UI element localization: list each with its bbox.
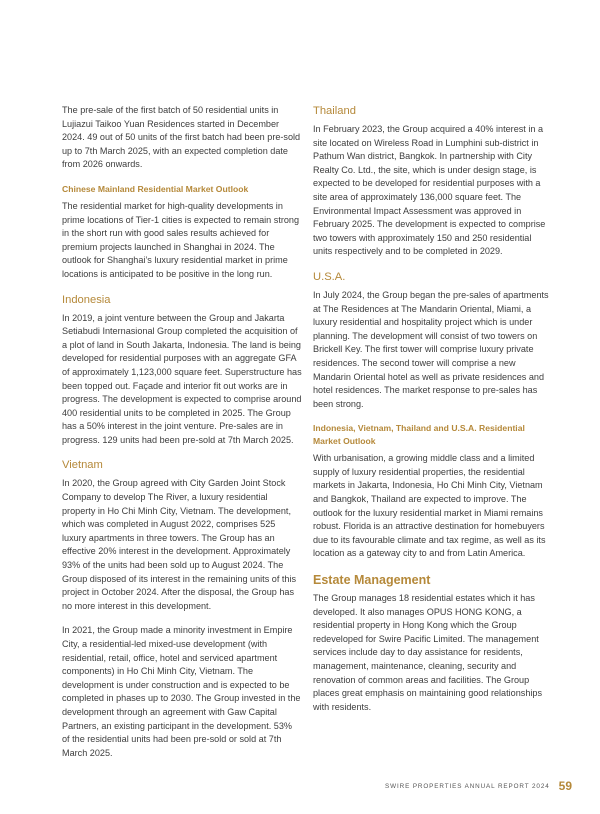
vietnam-paragraph-2: In 2021, the Group made a minority investment in Empire City, a residential-led mixed-use development (with residential, retail, office, hotel and serviced apartment components) in Ho Chi Minh City, Vietnam. The development is under construction and is expected to be completed in phases up to 2030. The Group invested in the development through an agreement with Gaw Capital Partners, an existing participant in the development. 53% of the residential units had been pre-sold or sold at 7th March 2025. bbox=[62, 625, 301, 758]
indonesia-heading: Indonesia bbox=[62, 293, 111, 306]
presale-paragraph: The pre-sale of the first batch of 50 residential units in Lujiazui Taikoo Yuan Residences started in December 2024. 49 out of 50 units of the first batch had been pre-sold up to 7th March 2025, with an expected completion date from 2026 onwards. bbox=[62, 105, 301, 170]
regional-outlook-paragraph: With urbanisation, a growing middle class and a limited supply of luxury residential properties, the residential markets in Jakarta, Indonesia, Ho Chi Minh City, Vietnam and Bangkok, Thailand are expected to improve. The outlook for the luxury residential market in Miami remains robust. Florida is an attractive destination for homebuyers due to its favourable climate and tax regime, as well as its location as a gateway city to and from Latin America. bbox=[313, 453, 546, 559]
usa-heading: U.S.A. bbox=[313, 270, 346, 283]
chinese-mainland-outlook-heading: Chinese Mainland Residential Market Outlook bbox=[62, 183, 249, 194]
right-column bbox=[313, 104, 553, 714]
vietnam-heading: Vietnam bbox=[62, 459, 103, 472]
chinese-mainland-outlook-paragraph: The residential market for high-quality developments in prime locations of Tier-1 cities is expected to remain strong in the short run with good sales results achieved for premium projects launched in Shanghai in 2024. The outlook for Shanghai’s luxury residential market in prime locations is anticipated to be positive in the long run. bbox=[62, 200, 300, 279]
left-column bbox=[62, 104, 302, 760]
page-number: 59 bbox=[558, 779, 572, 793]
regional-outlook-heading: Indonesia, Vietnam, Thailand and U.S.A. Residential Market Outlook bbox=[313, 423, 525, 447]
thailand-paragraph: In February 2023, the Group acquired a 40% interest in a site located on Wireless Road in Lumphini sub-district in Pathum Wan district, Bangkok. In partnership with City Realty Co. Ltd., the site, which is under design stage, is expected to be developed for residential purposes with a site area of approximately 136,000 square feet. The Environmental Impact Assessment was approved in February 2025. The development is expected to comprise two towers with approximately 150 and 250 residential units respectively and to be completed in 2029. bbox=[313, 124, 546, 257]
estate-management-heading: Estate Management bbox=[313, 573, 431, 588]
thailand-heading: Thailand bbox=[313, 105, 356, 117]
report-title: SWIRE PROPERTIES ANNUAL REPORT 2024 bbox=[385, 782, 550, 790]
indonesia-paragraph: In 2019, a joint venture between the Group and Jakarta Setiabudi Internasional Group completed the acquisition of a plot of land in South Jakarta, Indonesia. The land is being developed for residential purposes with an aggregate GFA of approximately 1,123,000 square feet. Superstructure has been topped out. Façade and interior fit out works are in progress. The development is expected to comprise around 400 residential units to be completed in 2025. The Group has a 50% interest in the joint venture. Pre-sales are in progress. 129 units had been pre-sold at 7th March 2025. bbox=[62, 312, 302, 445]
usa-paragraph: In July 2024, the Group began the pre-sales of apartments at The Residences at The Mandarin Oriental, Miami, a luxury residential and hospitality project which is under planning. The development will consist of two towers on Brickell Key. The first tower will comprise luxury private residences. The second tower will comprise a new Mandarin Oriental hotel as well as private residences and hotel residences. The market response to pre-sales has been strong. bbox=[313, 289, 549, 409]
estate-management-paragraph: The Group manages 18 residential estates which it has developed. It also manages OPUS HONG KONG, a residential property in Hong Kong which the Group redeveloped for Swire Pacific Limited. The management services include day to day assistance for residents, management, maintenance, cleaning, security and renovation of common areas and facilities. The Group places great emphasis on maintaining good relationships with residents. bbox=[313, 593, 542, 712]
vietnam-paragraph-1: In 2020, the Group agreed with City Garden Joint Stock Company to develop The River, a luxury residential property in Ho Chi Minh City, Vietnam. The development, which was completed in August 2022, comprises 525 luxury apartments in three towers. The Group has an effective 20% interest in the development. Approximately 93% of the units had been sold up to August 2024. The Group disposed of its interest in the remaining units of this project in October 2024. After the disposal, the Group has no more interest in this development. bbox=[62, 478, 297, 611]
page-footer bbox=[385, 778, 572, 794]
